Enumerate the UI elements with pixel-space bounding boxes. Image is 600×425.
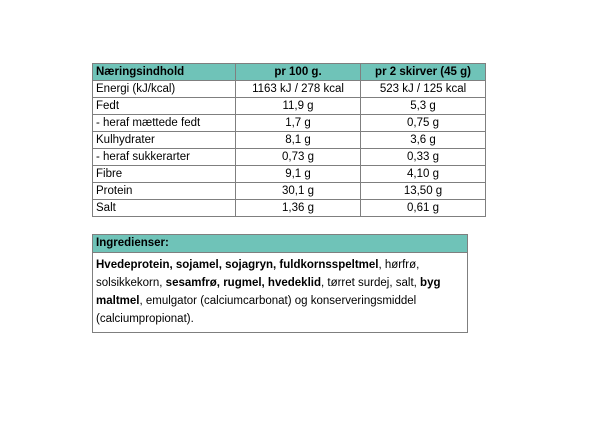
table-row xyxy=(93,166,486,183)
ingredients-title: Ingredienser: xyxy=(93,235,467,253)
ingredient-text: , tørret surdej, salt, xyxy=(320,277,421,289)
column-header-per-100g: pr 100 g. xyxy=(236,64,361,81)
value-per-100g: 1,7 g xyxy=(236,115,361,132)
ingredient-bold-text: Hvedeprotein, sojamel, sojagryn, fuldkornsspeltmel xyxy=(96,259,379,271)
value-per-100g: 1,36 g xyxy=(236,200,361,217)
value-per-2-slices: 0,75 g xyxy=(361,115,486,132)
table-row xyxy=(93,132,486,149)
value-per-2-slices: 4,10 g xyxy=(361,166,486,183)
ingredients-text xyxy=(93,253,467,332)
ingredient-text: , hørfrø, solsikkekorn, xyxy=(96,259,420,289)
ingredients-box xyxy=(92,234,468,333)
nutrient-label: Energi (kJ/kcal) xyxy=(93,81,236,98)
ingredient-bold-text: byg maltmel xyxy=(96,277,441,307)
value-per-100g: 11,9 g xyxy=(236,98,361,115)
ingredient-bold-text: sesamfrø, rugmel, hvedeklid xyxy=(165,277,321,289)
nutrient-label: - heraf sukkerarter xyxy=(93,149,236,166)
value-per-2-slices: 0,33 g xyxy=(361,149,486,166)
nutrition-table-body xyxy=(93,81,486,217)
value-per-2-slices: 5,3 g xyxy=(361,98,486,115)
nutrient-label: Fedt xyxy=(93,98,236,115)
nutrient-label: - heraf mættede fedt xyxy=(93,115,236,132)
nutrient-label: Protein xyxy=(93,183,236,200)
table-row xyxy=(93,200,486,217)
value-per-2-slices: 13,50 g xyxy=(361,183,486,200)
value-per-100g: 1163 kJ / 278 kcal xyxy=(236,81,361,98)
value-per-2-slices: 3,6 g xyxy=(361,132,486,149)
value-per-100g: 9,1 g xyxy=(236,166,361,183)
table-row xyxy=(93,81,486,98)
value-per-100g: 8,1 g xyxy=(236,132,361,149)
table-row xyxy=(93,98,486,115)
value-per-100g: 0,73 g xyxy=(236,149,361,166)
nutrient-label: Kulhydrater xyxy=(93,132,236,149)
value-per-2-slices: 523 kJ / 125 kcal xyxy=(361,81,486,98)
table-row xyxy=(93,115,486,132)
value-per-2-slices: 0,61 g xyxy=(361,200,486,217)
table-row xyxy=(93,183,486,200)
nutrient-label: Salt xyxy=(93,200,236,217)
table-row xyxy=(93,149,486,166)
nutrition-table xyxy=(92,63,486,217)
nutrition-header-row xyxy=(93,64,486,81)
column-header-nutrient: Næringsindhold xyxy=(93,64,236,81)
ingredient-text: , emulgator (calciumcarbonat) og konserveringsmiddel (calciumpropionat). xyxy=(96,295,417,325)
column-header-per-2-slices: pr 2 skirver (45 g) xyxy=(361,64,486,81)
value-per-100g: 30,1 g xyxy=(236,183,361,200)
nutrient-label: Fibre xyxy=(93,166,236,183)
